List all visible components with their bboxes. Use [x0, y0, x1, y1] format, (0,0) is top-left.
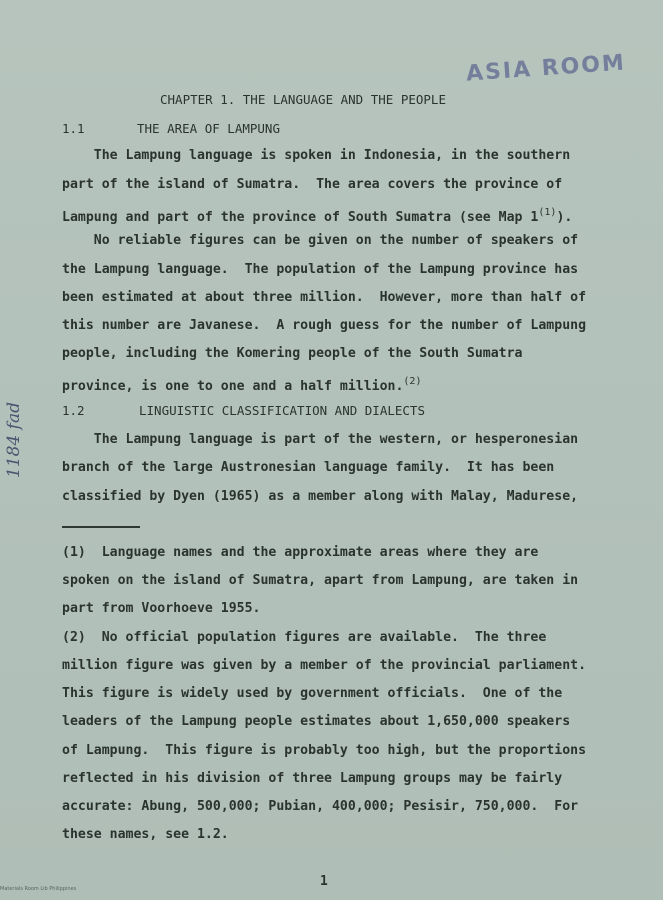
footnote-line: This figure is widely used by government officials. One of the: [62, 686, 563, 701]
para2-line: this number are Javanese. A rough guess for the number of Lampung: [62, 318, 587, 333]
para1-line-last: [62, 205, 572, 226]
scan-stub-text: Materials Room Lib Philippines: [0, 886, 77, 892]
footnote-line: (2) No official population figures are available. The three: [62, 630, 547, 645]
para3-line: classified by Dyen (1965) as a member along with Malay, Madurese,: [62, 489, 579, 504]
asia-room-stamp: ASIA ROOM: [465, 50, 627, 87]
section-number-1-2: 1.2: [62, 403, 85, 418]
footnote-ref-1: (1): [538, 207, 557, 218]
para2-line: people, including the Komering people of the South Sumatra: [62, 346, 523, 361]
footnote-line: spoken on the island of Sumatra, apart from Lampung, are taken in: [62, 573, 579, 588]
para2-line-last: [62, 374, 421, 395]
footnote-line: million figure was given by a member of the provincial parliament.: [62, 658, 587, 673]
footnote-line: accurate: Abung, 500,000; Pubian, 400,000; Pesisir, 750,000. For: [62, 799, 579, 814]
para3-line: The Lampung language is part of the western, or hesperonesian: [62, 432, 579, 447]
footnote-line: these names, see 1.2.: [62, 827, 229, 842]
para3-line: branch of the large Austronesian language family. It has been: [62, 460, 555, 475]
footnote-line: of Lampung. This figure is probably too high, but the proportions: [62, 743, 587, 758]
footnote-line: reflected in his division of three Lampung groups may be fairly: [62, 771, 563, 786]
footnote-line: leaders of the Lampung people estimates about 1,650,000 speakers: [62, 714, 571, 729]
footnote-line: (1) Language names and the approximate areas where they are: [62, 545, 539, 560]
section-title-1-1: THE AREA OF LAMPUNG: [137, 121, 280, 136]
para2-line: the Lampung language. The population of the Lampung province has: [62, 262, 579, 277]
footnote-line: part from Voorhoeve 1955.: [62, 601, 261, 616]
section-number-1-1: 1.1: [62, 121, 85, 136]
para1-line: The Lampung language is spoken in Indonesia, in the southern: [62, 148, 571, 163]
para2-line-text: province, is one to one and a half million.: [62, 379, 404, 394]
section-title-1-2: LINGUISTIC CLASSIFICATION AND DIALECTS: [139, 403, 425, 418]
chapter-heading: CHAPTER 1. THE LANGUAGE AND THE PEOPLE: [160, 92, 446, 107]
para1-end: ).: [556, 210, 573, 225]
para2-line: been estimated at about three million. However, more than half of: [62, 290, 587, 305]
para1-line-text: Lampung and part of the province of South Sumatra (see Map 1: [62, 210, 539, 225]
footnote-divider: [62, 526, 140, 528]
page-number: 1: [320, 874, 328, 889]
handwritten-margin-note: 1184 fad: [4, 402, 24, 478]
para2-line: No reliable figures can be given on the number of speakers of: [62, 233, 579, 248]
para1-line: part of the island of Sumatra. The area covers the province of: [62, 177, 563, 192]
footnote-ref-2: (2): [403, 376, 422, 387]
